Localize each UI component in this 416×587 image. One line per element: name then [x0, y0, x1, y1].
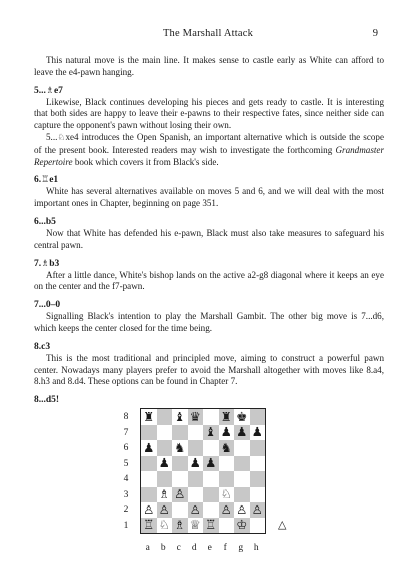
chess-piece-icon: ♟ [143, 439, 155, 455]
square-c1 [172, 518, 188, 534]
square-d3 [188, 487, 204, 503]
intro-paragraph: This natural move is the main line. It makes sense to castle early as White can afford to leave the e4-pawn hanging. [34, 55, 384, 77]
chess-piece-icon: ♟ [236, 424, 248, 439]
chess-board [140, 408, 266, 534]
chess-piece-icon: ♟ [220, 424, 232, 439]
paragraph: White has several alternatives available on moves 5 and 6, and we will deal with the most important ones in Chapter, beginning on page 351. [34, 186, 384, 209]
square-b1 [157, 518, 173, 534]
move-number: 7. [34, 258, 42, 269]
file-label: g [238, 543, 244, 553]
square-e1 [203, 518, 219, 534]
square-f2 [219, 502, 235, 518]
move-square: b3 [49, 258, 60, 269]
square-f4 [219, 471, 235, 487]
square-h3 [250, 487, 266, 503]
square-h4 [250, 471, 266, 487]
square-e8 [203, 409, 219, 425]
square-a5 [141, 456, 157, 472]
chess-piece-icon: ♘ [158, 517, 170, 532]
chess-piece-icon: ♙ [158, 501, 170, 517]
page-number: 9 [372, 28, 378, 39]
chess-piece-icon: ♟ [158, 455, 170, 470]
file-label: c [176, 543, 181, 553]
file-label: h [253, 543, 259, 553]
square-a7 [141, 425, 157, 441]
chess-piece-icon: ♞ [174, 439, 186, 455]
rank-label: 5 [123, 458, 129, 469]
move-heading [34, 174, 384, 186]
chess-piece-icon: ♝ [174, 408, 186, 424]
chess-piece-icon: ♞ [220, 439, 232, 455]
bishop-icon: ♗ [45, 85, 54, 96]
square-c8 [172, 409, 188, 425]
chess-piece-icon: ♛ [189, 408, 201, 424]
file-labels [140, 543, 264, 553]
square-f6 [219, 440, 235, 456]
chess-piece-icon: ♜ [143, 408, 155, 424]
move-number: 5... [46, 131, 58, 142]
move-heading: 7...0–0 [34, 300, 61, 311]
rank-label: 2 [123, 505, 129, 515]
square-d7 [188, 425, 204, 441]
square-c3 [172, 487, 188, 503]
chess-piece-icon: ♟ [189, 455, 201, 470]
paragraph: After a little dance, White's bishop lands on the active a2-g8 diagonal where it keeps an eye on the center and the f7-pawn. [34, 269, 384, 292]
square-h2 [250, 502, 266, 518]
square-h8 [250, 409, 266, 425]
chess-piece-icon: ♗ [174, 517, 186, 532]
chess-piece-icon: ♚ [236, 408, 248, 424]
chess-piece-icon: ♝ [205, 424, 217, 439]
square-g3 [234, 487, 250, 503]
paragraph: This is the most traditional and principled move, aiming to construct a powerful pawn center. Nowadays many players prefer to avoid the Marshall altogether with moves like 8.a4, 8.h3 and 8.d4. These options can be found in Chapter 7. [34, 352, 384, 387]
file-label: a [145, 543, 150, 553]
chess-piece-icon: ♙ [143, 501, 155, 517]
chess-piece-icon: ♙ [251, 501, 263, 517]
knight-icon: ♘ [57, 132, 66, 143]
rank-label: 8 [123, 412, 129, 422]
file-label: d [191, 543, 197, 553]
square-e2 [203, 502, 219, 518]
paragraph: Signalling Black's intention to play the Marshall Gambit. The other big move is 7...d6, which keeps the center closed for the time being. [34, 311, 384, 333]
square-c2 [172, 502, 188, 518]
square-f5 [219, 456, 235, 472]
chess-piece-icon: ♘ [220, 486, 232, 501]
move-square: e1 [49, 175, 59, 186]
chess-piece-icon: ♖ [205, 517, 217, 532]
square-g5 [234, 456, 250, 472]
square-b4 [157, 471, 173, 487]
file-label: e [207, 543, 212, 553]
move-heading: 6...b5 [34, 216, 56, 227]
square-a6 [141, 440, 157, 456]
file-label: f [223, 543, 227, 553]
square-c6 [172, 440, 188, 456]
rank-label: 7 [123, 427, 129, 438]
chess-piece-icon: ♕ [189, 517, 201, 532]
rank-label: 1 [123, 520, 129, 531]
square-e3 [203, 487, 219, 503]
square-h6 [250, 440, 266, 456]
square-a3 [141, 487, 157, 503]
chess-piece-icon: ♙ [189, 501, 201, 517]
square-g6 [234, 440, 250, 456]
move-heading: 8.c3 [34, 341, 51, 352]
square-f8 [219, 409, 235, 425]
chess-piece-icon: ♗ [158, 486, 170, 501]
chess-piece-icon: ♙ [236, 501, 248, 517]
paragraph-text: xe4 introduces the Open Spanish, an important alternative which is outside the scope of the present book. Interested readers may wish to investigate the forthcoming [34, 131, 384, 155]
white-to-move-icon: △ [278, 518, 287, 531]
rank-label: 3 [123, 489, 129, 500]
square-g7 [234, 425, 250, 441]
square-d4 [188, 471, 204, 487]
paragraph: Likewise, Black continues developing his pieces and gets ready to castle. It is interesting that both sides are happy to leave their e-pawns to their respective fates, since neither side can capture the opponent's pawn without losing their own. [34, 96, 384, 131]
square-c5 [172, 456, 188, 472]
square-b8 [157, 409, 173, 425]
move-heading [34, 258, 384, 270]
square-d6 [188, 440, 204, 456]
square-b5 [157, 456, 173, 472]
paragraph-text: book which covers it from Black's side. [72, 156, 219, 167]
chess-piece-icon: ♔ [236, 517, 248, 532]
square-h5 [250, 456, 266, 472]
bishop-icon: ♗ [41, 258, 50, 269]
square-h7 [250, 425, 266, 441]
square-c4 [172, 471, 188, 487]
running-head: The Marshall Attack [162, 28, 254, 39]
square-a2 [141, 502, 157, 518]
square-d1 [188, 518, 204, 534]
square-d2 [188, 502, 204, 518]
chess-piece-icon: ♙ [174, 486, 186, 501]
square-d8 [188, 409, 204, 425]
move-heading [34, 85, 384, 97]
square-e5 [203, 456, 219, 472]
rank-labels [120, 410, 132, 534]
paragraph [34, 132, 384, 168]
chess-piece-icon: ♖ [143, 517, 155, 532]
book-title: Grandmaster Repertoire [34, 144, 384, 167]
move-number: 5... [34, 85, 46, 96]
chess-piece-icon: ♜ [220, 408, 232, 424]
square-g4 [234, 471, 250, 487]
square-e6 [203, 440, 219, 456]
square-g8 [234, 409, 250, 425]
square-e4 [203, 471, 219, 487]
square-b3 [157, 487, 173, 503]
rank-label: 6 [123, 443, 129, 453]
body-text [34, 55, 384, 406]
square-f7 [219, 425, 235, 441]
square-a1 [141, 518, 157, 534]
square-a8 [141, 409, 157, 425]
square-f1 [219, 518, 235, 534]
square-d5 [188, 456, 204, 472]
chess-piece-icon: ♙ [220, 501, 232, 517]
move-square: e7 [53, 85, 63, 96]
move-number: 6. [34, 175, 42, 186]
paragraph: Now that White has defended his e-pawn, Black must also take measures to safeguard his central pawn. [34, 227, 384, 250]
square-g2 [234, 502, 250, 518]
square-f3 [219, 487, 235, 503]
square-b2 [157, 502, 173, 518]
square-b7 [157, 425, 173, 441]
chess-piece-icon: ♟ [205, 455, 217, 470]
move-heading: 8...d5! [34, 395, 60, 406]
rook-icon: ♖ [41, 175, 50, 186]
chess-piece-icon: ♟ [251, 424, 263, 439]
square-b6 [157, 440, 173, 456]
square-h1 [250, 518, 266, 534]
square-a4 [141, 471, 157, 487]
square-c7 [172, 425, 188, 441]
square-g1 [234, 518, 250, 534]
rank-label: 4 [123, 474, 129, 484]
square-e7 [203, 425, 219, 441]
file-label: b [160, 543, 166, 553]
